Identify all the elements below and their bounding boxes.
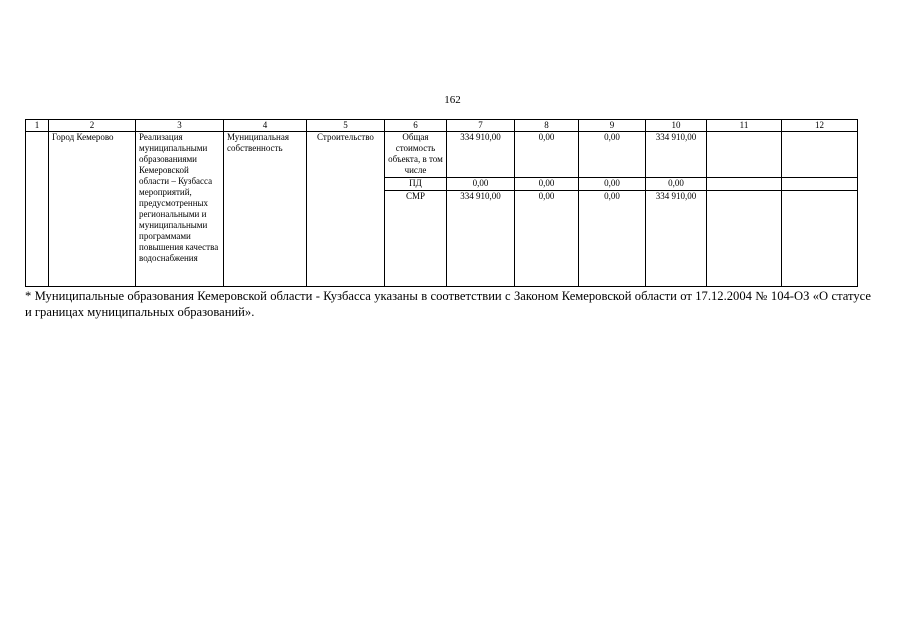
header-cell-10: 10: [646, 120, 707, 132]
cell-total-7: 334 910,00: [447, 132, 515, 178]
cell-smr-label: СМР: [385, 191, 447, 287]
cell-program: Реализация муниципальными образованиями Кемеровской области – Кузбасса мероприятий, предусмотренных региональными и муниципальными программами повышения качества водоснабжения: [136, 132, 224, 287]
cell-pd-7: 0,00: [447, 178, 515, 191]
header-cell-2: 2: [49, 120, 136, 132]
header-cell-11: 11: [707, 120, 782, 132]
footnote: * Муниципальные образования Кемеровской области - Кузбасса указаны в соответствии с Законом Кемеровской области от 17.12.2004 № 104-ОЗ «О статусе и границах муниципальных образований».: [25, 289, 871, 319]
cell-smr-11: [707, 191, 782, 287]
cell-pd-12: [782, 178, 858, 191]
cell-work-type: Строительство: [307, 132, 385, 287]
header-cell-9: 9: [579, 120, 646, 132]
cell-pd-label: ПД: [385, 178, 447, 191]
header-cell-1: 1: [26, 120, 49, 132]
table-row: [26, 132, 858, 178]
cell-cost-label: Общая стоимость объекта, в том числе: [385, 132, 447, 178]
cell-municipality: Город Кемерово: [49, 132, 136, 287]
cell-smr-12: [782, 191, 858, 287]
cell-smr-7: 334 910,00: [447, 191, 515, 287]
cell-total-10: 334 910,00: [646, 132, 707, 178]
cell-total-9: 0,00: [579, 132, 646, 178]
cell-total-12: [782, 132, 858, 178]
cell-total-11: [707, 132, 782, 178]
header-cell-12: 12: [782, 120, 858, 132]
cell-smr-10: 334 910,00: [646, 191, 707, 287]
header-cell-5: 5: [307, 120, 385, 132]
cell-ownership: Муниципальная собственность: [224, 132, 307, 287]
header-cell-7: 7: [447, 120, 515, 132]
header-row: [26, 120, 858, 132]
cell-col1: [26, 132, 49, 287]
cell-pd-11: [707, 178, 782, 191]
header-cell-4: 4: [224, 120, 307, 132]
cell-pd-8: 0,00: [515, 178, 579, 191]
cell-smr-8: 0,00: [515, 191, 579, 287]
cell-pd-10: 0,00: [646, 178, 707, 191]
header-cell-3: 3: [136, 120, 224, 132]
cell-smr-9: 0,00: [579, 191, 646, 287]
header-cell-6: 6: [385, 120, 447, 132]
page-number: 162: [444, 94, 461, 106]
cell-pd-9: 0,00: [579, 178, 646, 191]
header-cell-8: 8: [515, 120, 579, 132]
cell-total-8: 0,00: [515, 132, 579, 178]
program-table: [25, 119, 858, 287]
